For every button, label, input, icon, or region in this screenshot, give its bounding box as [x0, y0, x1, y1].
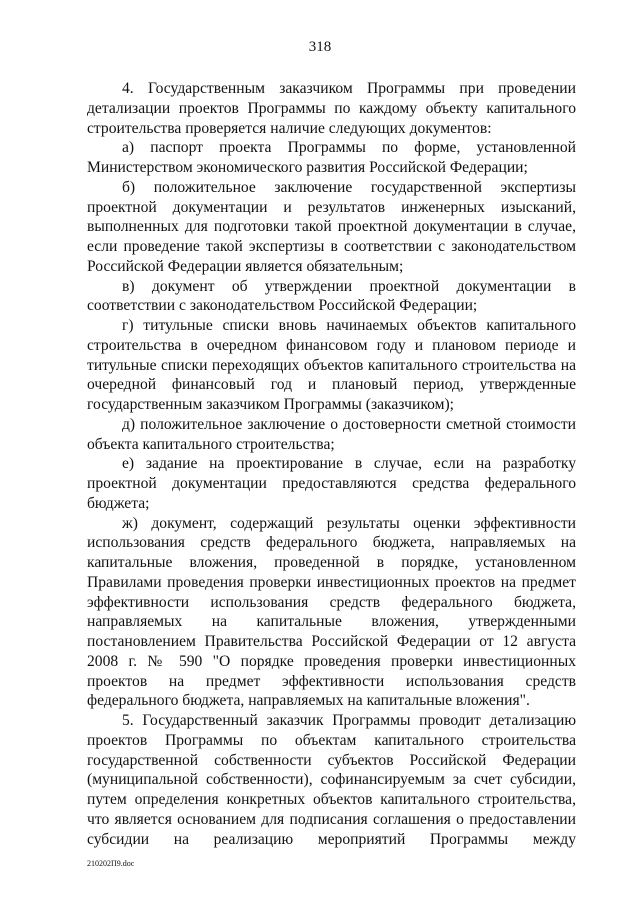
document-body — [87, 79, 576, 849]
paragraph-clause-5: 5. Государственный заказчик Программы проводит детализацию проектов Программы по объектам капитального строительства государственной собственности субъектов Российской Федерации (муниципальной собственности), софинансируемым за счет субсидии, путем определения конкретных объектов капитального строительства, что является основанием для подписания соглашения о предоставлении субсидии на реализацию мероприятий Программы между — [87, 712, 576, 848]
paragraph-item-a: а) паспорт проекта Программы по форме, установленной Министерством экономического развития Российской Федерации; — [87, 139, 576, 176]
paragraph-item-v: в) документ об утверждении проектной документации в соответствии с законодательством Российской Федерации; — [87, 277, 576, 315]
paragraph-item-b: б) положительное заключение государственной экспертизы проектной документации и результатов инженерных изысканий, выполненных для подготовки такой проектной документации в случае, если проведение такой экспертизы в соответствии с законодательством Российской Федерации является обязательным; — [87, 178, 576, 275]
page-number: 318 — [308, 39, 332, 55]
paragraph-item-e: е) задание на проектирование в случае, если на разработку проектной документации предоставляются средства федерального бюджета; — [87, 455, 576, 512]
paragraph-item-d: д) положительное заключение о достоверности сметной стоимости объекта капитального строительства; — [87, 415, 576, 453]
footer-document-code: 210202П9.doc — [87, 859, 135, 868]
paragraph-item-g: г) титульные списки вновь начинаемых объектов капитального строительства в очередном финансовом году и плановом периоде и титульные списки переходящих объектов капитального строительства на очередной финансовый год и плановый период, утвержденные государственным заказчиком Программы (заказчиком); — [87, 317, 576, 413]
paragraph-item-zh: ж) документ, содержащий результаты оценки эффективности использования средств федерального бюджета, направляемых на капитальные вложения, проведенной в порядке, установленном Правилами проведения проверки инвестиционных проектов на предмет эффективности использования средств федерального бюджета, направляемых на капитальные вложения, утвержденными постановлением Правительства Российской Федерации от 12 августа 2008 г. № 590 "О порядке проведения проверки инвестиционных проектов на предмет эффективности использования средств федерального бюджета, направляемых на капитальные вложения". — [87, 514, 576, 710]
paragraph-clause-4: 4. Государственным заказчиком Программы при проведении детализации проектов Программы по каждому объекту капитального строительства проверяется наличие следующих документов: — [87, 80, 576, 137]
